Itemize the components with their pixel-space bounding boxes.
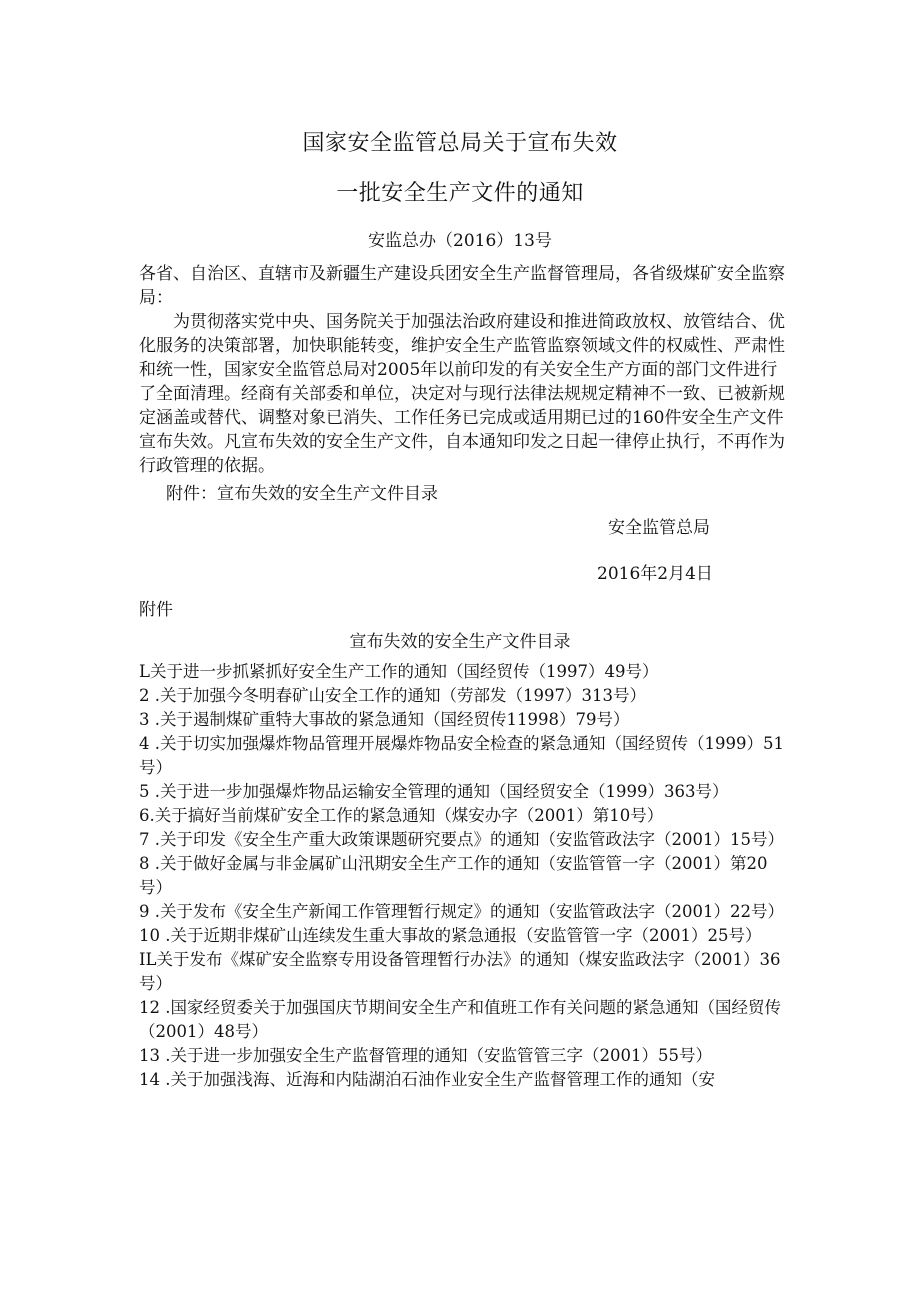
recipients: 各省、自治区、直辖市及新疆生产建设兵团安全生产监督管理局，各省级煤矿安全监察局： <box>139 264 785 308</box>
list-item: 14 .关于加强浅海、近海和内陆湖泊石油作业安全生产监督管理工作的通知（安 <box>139 1070 715 1089</box>
list-item: 8 .关于做好金属与非金属矿山汛期安全生产工作的通知（安监管管一字（2001）第20号） <box>139 854 768 897</box>
document-number: 安监总办（2016）13号 <box>368 231 552 251</box>
document-title-line-1: 国家安全监管总局关于宣布失效 <box>302 131 618 156</box>
list-item: 9 .关于发布《安全生产新闻工作管理暂行规定》的通知（安监管政法字（2001）22号） <box>139 902 784 921</box>
list-item: IL关于发布《煤矿安全监察专用设备管理暂行办法》的通知（煤安监政法字（2001）36号） <box>139 950 781 993</box>
list-item: 2 .关于加强今冬明春矿山安全工作的通知（劳部发（1997）313号） <box>139 686 646 705</box>
document-title-line-2: 一批安全生产文件的通知 <box>336 181 584 206</box>
appendix-label: 附件 <box>139 600 173 620</box>
list-item: 5 .关于进一步加强爆炸物品运输安全管理的通知（国经贸安全（1999）363号） <box>139 782 729 801</box>
list-item: 10 .关于近期非煤矿山连续发生重大事故的紧急通报（安监管管一字（2001）25号） <box>139 926 762 945</box>
list-item: 6.关于搞好当前煤矿安全工作的紧急通知（煤安办字（2001）第10号） <box>139 806 664 825</box>
list-item: 4 .关于切实加强爆炸物品管理开展爆炸物品安全检查的紧急通知（国经贸传（1999）51号） <box>139 734 784 777</box>
signature-org: 安全监管总局 <box>608 518 710 538</box>
body-paragraph: 为贯彻落实党中央、国务院关于加强法治政府建设和推进简政放权、放管结合、优化服务的决策部署，加快职能转变，维护安全生产监管监察领域文件的权威性、严肃性和统一性，国家安全监管总局对2005年以前印发的有关安全生产方面的部门文件进行了全面清理。经商有关部委和单位，决定对与现行法律法规规定精神不一致、已被新规定涵盖或替代、调整对象已消失、工作任务已完成或适用期已过的160件安全生产文件宣布失效。凡宣布失效的安全生产文件，自本通知印发之日起一律停止执行，不再作为行政管理的依据。 <box>139 312 785 476</box>
list-item: 13 .关于进一步加强安全生产监督管理的通知（安监管管三字（2001）55号） <box>139 1046 712 1065</box>
list-item: L关于进一步抓紧抓好安全生产工作的通知（国经贸传（1997）49号） <box>139 662 659 681</box>
list-item: 7 .关于印发《安全生产重大政策课题研究要点》的通知（安监管政法字（2001）15号） <box>139 830 784 849</box>
document-body <box>139 262 787 478</box>
list-item: 3 .关于遏制煤矿重特大事故的紧急通知（国经贸传11998）79号） <box>139 710 630 729</box>
list-item: 12 .国家经贸委关于加强国庆节期间安全生产和值班工作有关问题的紧急通知（国经贸传（2001）48号） <box>139 998 781 1041</box>
attachment-line: 附件：宣布失效的安全生产文件目录 <box>166 484 438 504</box>
appendix-list <box>139 660 791 1092</box>
signature-date: 2016年2月4日 <box>597 564 713 584</box>
appendix-title: 宣布失效的安全生产文件目录 <box>349 632 571 652</box>
